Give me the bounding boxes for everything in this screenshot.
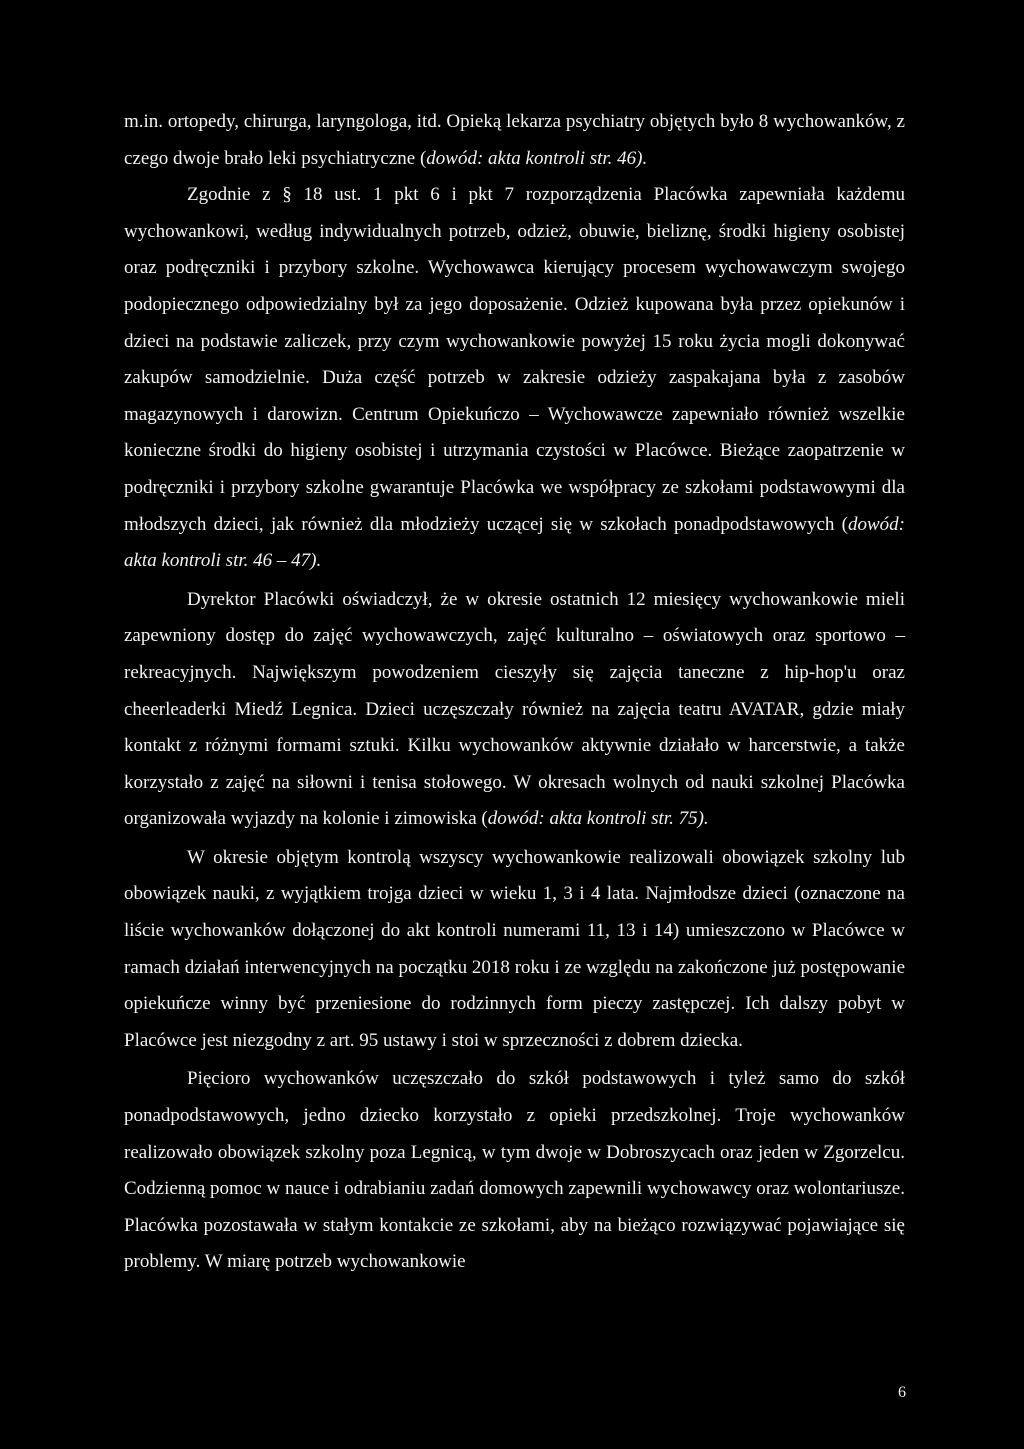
paragraph-4	[124, 840, 905, 1060]
paragraph-2-evidence-citation: dowód: akta kontroli str. 46 – 47).	[124, 513, 905, 572]
paragraph-1-text: m.in. ortopedy, chirurga, laryngologa, itd. Opieką lekarza psychiatry objętych było 8 wychowanków, z czego dwoje brało leki psychiatryczne (	[124, 111, 905, 169]
paragraph-2	[124, 177, 905, 580]
paragraph-1-evidence-citation: dowód: akta kontroli str. 46).	[426, 147, 648, 169]
paragraph-5-text: Pięcioro wychowanków uczęszczało do szkół podstawowych i tyleż samo do szkół ponadpodstawowych, jedno dziecko korzystało z opieki przedszkolnej. Troje wychowanków realizowało obowiązek szkolny poza Legnicą, w tym dwoje w Dobroszycach oraz jeden w Zgorzelcu. Codzienną pomoc w nauce i odrabianiu zadań domowych zapewnili wychowawcy oraz wolontariusze. Placówka pozostawała w stałym kontakcie ze szkołami, aby na bieżąco rozwiązywać pojawiające się problemy. W miarę potrzeb wychowankowie	[124, 1068, 905, 1273]
paragraph-4-text: W okresie objętym kontrolą wszyscy wychowankowie realizowali obowiązek szkolny lub obowiązek nauki, z wyjątkiem trojga dzieci w wieku 1, 3 i 4 lata. Najmłodsze dzieci (oznaczone na liście wychowanków dołączonej do akt kontroli numerami 11, 13 i 14) umieszczono w Placówce w ramach działań interwencyjnych na początku 2018 roku i ze względu na zakończone już postępowanie opiekuńcze winny być przeniesione do rodzinnych form pieczy zastępczej. Ich dalszy pobyt w Placówce jest niezgodny z art. 95 ustawy i stoi w sprzeczności z dobrem dziecka.	[124, 846, 905, 1051]
paragraph-3-evidence-citation: dowód: akta kontroli str. 75).	[487, 808, 709, 830]
paragraph-3-text: Dyrektor Placówki oświadczył, że w okresie ostatnich 12 miesięcy wychowankowie mieli zapewniony dostęp do zajęć wychowawczych, zajęć kulturalno – oświatowych oraz sportowo – rekreacyjnych. Największym powodzeniem cieszyły się zajęcia taneczne z hip-hop'u oraz cheerleaderki Miedź Legnica. Dzieci uczęszczały również na zajęcia teatru AVATAR, gdzie miały kontakt z różnymi formami sztuki. Kilku wychowanków aktywnie działało w harcerstwie, a także korzystało z zajęć na siłowni i tenisa stołowego. W okresach wolnych od nauki szkolnej Placówka organizowała wyjazdy na kolonie i zimowiska (	[124, 588, 905, 830]
paragraph-1	[124, 104, 905, 177]
paragraph-5	[124, 1061, 905, 1281]
paragraph-2-text: Zgodnie z § 18 ust. 1 pkt 6 i pkt 7 rozporządzenia Placówka zapewniała każdemu wychowankowi, według indywidualnych potrzeb, odzież, obuwie, bieliznę, środki higieny osobistej oraz podręczniki i przybory szkolne. Wychowawca kierujący procesem wychowawczym swojego podopiecznego odpowiedzialny był za jego doposażenie. Odzież kupowana była przez opiekunów i dzieci na podstawie zaliczek, przy czym wychowankowie powyżej 15 roku życia mogli dokonywać zakupów samodzielnie. Duża część potrzeb w zakresie odzieży zaspakajana była z zasobów magazynowych i darowizn. Centrum Opiekuńczo – Wychowawcze zapewniało również wszelkie konieczne środki do higieny osobistej i utrzymania czystości w Placówce. Bieżące zaopatrzenie w podręczniki i przybory szkolne gwarantuje Placówka we współpracy ze szkołami podstawowymi dla młodszych dzieci, jak również dla młodzieży uczącej się w szkołach ponadpodstawowych (	[124, 184, 905, 535]
page-number: 6	[898, 1384, 906, 1401]
paragraph-3	[124, 582, 905, 838]
document-body	[124, 104, 905, 1281]
